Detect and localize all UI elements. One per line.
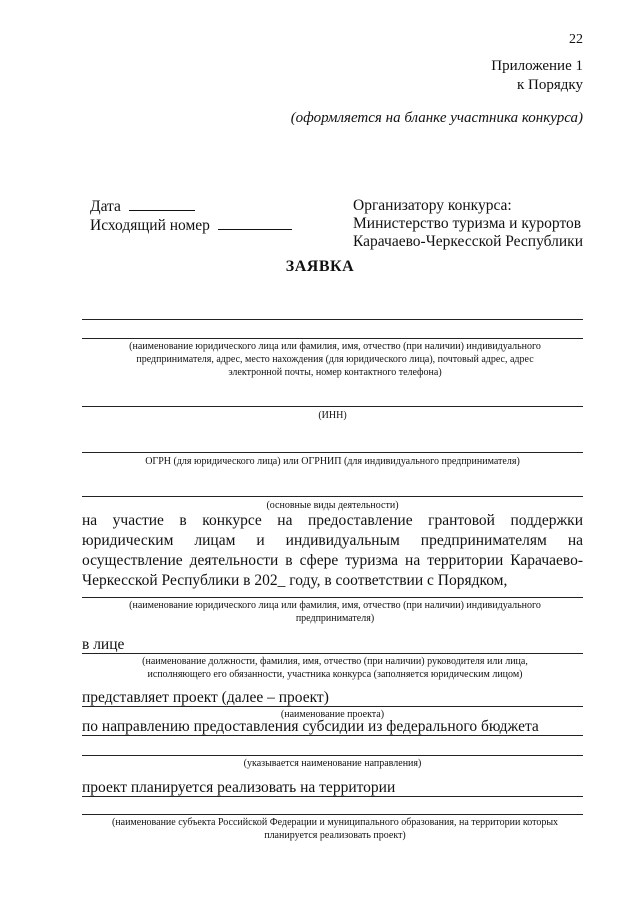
- form-note: (оформляется на бланке участника конкурса): [290, 110, 583, 126]
- addressee-line-2: Министерство туризма и курортов: [353, 215, 582, 232]
- activities-caption: (основные виды деятельности): [266, 500, 399, 511]
- page-number: 22: [569, 32, 583, 47]
- territory-label: проект планируется реализовать на территории: [82, 779, 396, 796]
- applicant-name-caption: (наименование юридического лица или фамилия, имя, отчество (при наличии) индивидуального предпринимателя): [129, 600, 541, 624]
- date-label: Дата: [90, 198, 121, 215]
- outgoing-number-label: Исходящий номер: [90, 217, 210, 234]
- territory-caption: (наименование субъекта Российской Федерации и муниципального образования, на территории которых планируется реализовать проект): [111, 817, 559, 841]
- inn-line[interactable]: [82, 406, 583, 407]
- appendix-line-1: Приложение 1: [491, 58, 583, 74]
- project-name-caption: (наименование проекта): [280, 709, 385, 720]
- direction-line-2[interactable]: [82, 755, 583, 756]
- project-name-line[interactable]: [82, 706, 583, 707]
- direction-label: по направлению предоставления субсидии из федерального бюджета: [82, 718, 539, 735]
- applicant-caption: (наименование юридического лица или фамилия, имя, отчество (при наличии) индивидуального предпринимателя, адрес, место нахождения (для юридического лица), почтовый адрес, адрес электронной почты, номер контактного телефона): [129, 341, 541, 378]
- addressee-line-3: Карачаево-Черкесской Республики: [353, 233, 583, 250]
- activities-line[interactable]: [82, 496, 583, 497]
- direction-line-1[interactable]: [82, 735, 583, 736]
- territory-line-1[interactable]: [82, 796, 583, 797]
- document-title: ЗАЯВКА: [285, 258, 355, 275]
- in-person-label: в лице: [82, 636, 125, 653]
- inn-caption: (ИНН): [318, 410, 347, 421]
- ogrn-caption: ОГРН (для юридического лица) или ОГРНИП (для индивидуального предпринимателя): [145, 456, 520, 467]
- territory-line-2[interactable]: [82, 814, 583, 815]
- addressee-line-1: Организатору конкурса:: [353, 197, 512, 214]
- outgoing-number-blank[interactable]: [218, 216, 292, 230]
- direction-caption: (указывается наименование направления): [243, 758, 422, 769]
- outgoing-number-row: [90, 216, 292, 235]
- date-blank[interactable]: [129, 197, 195, 211]
- appendix-line-2: к Порядку: [517, 77, 583, 93]
- representative-caption: (наименование должности, фамилия, имя, отчество (при наличии) руководителя или лица, исполняющего его обязанности, участника конкурса (заполняется юридическим лицом): [142, 656, 528, 680]
- date-and-number-block: [90, 197, 292, 235]
- applicant-line-2[interactable]: [82, 338, 583, 339]
- presents-project-label: представляет проект (далее – проект): [82, 689, 329, 706]
- participation-paragraph: на участие в конкурсе на предоставление грантовой поддержки юридическим лицам и индивидуальным предпринимателям на осуществление деятельности в сфере туризма на территории Карачаево-Черкесской Республики в 202_ году, в соответствии с Порядком,: [82, 512, 583, 589]
- addressee-block: [353, 197, 583, 251]
- date-row: [90, 197, 292, 216]
- appendix-reference: [491, 57, 583, 95]
- ogrn-line[interactable]: [82, 452, 583, 453]
- applicant-name-line[interactable]: [82, 597, 583, 598]
- representative-line[interactable]: [82, 653, 583, 654]
- applicant-line-1[interactable]: [82, 319, 583, 320]
